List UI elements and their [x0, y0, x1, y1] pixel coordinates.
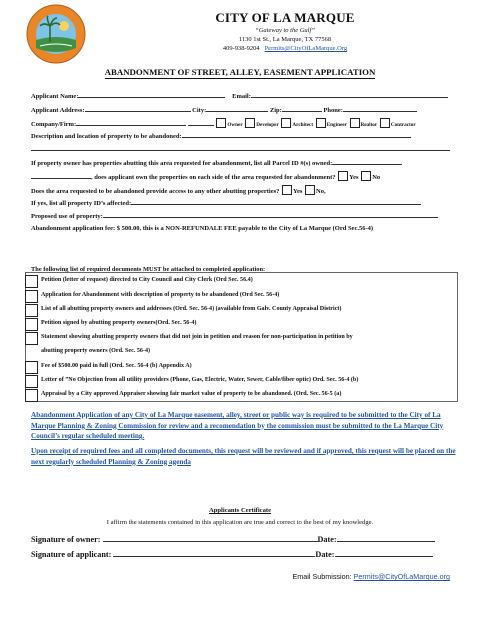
doc-checkbox[interactable]: [25, 304, 38, 317]
description-field-line2[interactable]: [31, 150, 450, 151]
permits-email-link[interactable]: Permits@CityOfLaMarque.Org: [264, 45, 348, 52]
affected-ids-field[interactable]: [131, 198, 421, 205]
own-both-no-checkbox[interactable]: [361, 171, 371, 181]
access-row: Does the area requested to be abandoned provide access to any other abutting properties? Yes No,: [31, 185, 326, 196]
doc-checkbox[interactable]: [25, 375, 38, 388]
parcel-ids-field-cont[interactable]: [31, 172, 91, 179]
documents-heading: The following list of required documents MUST be attached to completed application:: [31, 266, 266, 273]
architect-checkbox[interactable]: [281, 118, 291, 128]
company-field[interactable]: [76, 119, 186, 126]
access-yes-checkbox[interactable]: [282, 185, 292, 195]
city-tagline: “Gateway to the Gulf”: [255, 27, 315, 34]
city-field[interactable]: [206, 105, 268, 112]
doc-item: Fee of $500.00 paid in full (Ord. Sec. 56-4 (b) Appendix A): [25, 360, 456, 374]
description-row: Description and location of property to be abandoned:: [31, 131, 411, 141]
doc-item: List of all abutting property owners and addresses (Ord. Sec. 56-4) (available from Galv. County Appraisal District): [25, 303, 456, 317]
proposed-use-row: Proposed use of property:: [31, 211, 438, 221]
doc-item: Petition (letter of request) directed to City Council and City Clerk (Ord Sec. 56.4): [25, 274, 456, 288]
parcel-ids-field[interactable]: [332, 158, 402, 165]
company-row: Company/Firm: Owner Developer Architect Engineer Realtor Contractor: [31, 118, 416, 129]
access-no-checkbox[interactable]: [305, 185, 315, 195]
owner-checkbox[interactable]: [216, 118, 226, 128]
doc-item: Appraisal by a City approved Appraiser showing fair market value of property to be abandoned. (Ord. Sec. 56-5 (a): [25, 388, 456, 402]
certificate-text: I affirm the statements contained in this application are true and correct to the best of my knowledge.: [106, 519, 374, 526]
submission-email-link[interactable]: Permits@CityOfLaMarque.org: [353, 572, 450, 581]
applicant-name-field[interactable]: [78, 91, 225, 98]
own-both-sides-row: , does applicant own the properties on each side of the area requested for abandonment? Yes No: [31, 171, 380, 182]
proposed-use-field[interactable]: [103, 211, 438, 218]
doc-item: Letter of ”No Objection from all utility providers (Phone, Gas, Electric, Water, Sewer, Cable/fiber optic) Ord. Sec. 56-4 (b): [25, 374, 456, 388]
doc-checkbox[interactable]: [25, 290, 38, 303]
doc-checkbox[interactable]: [25, 389, 38, 402]
email-submission: Email Submission: Permits@CityOfLaMarque.org: [292, 572, 450, 581]
city-name: CITY OF LA MARQUE: [215, 10, 355, 25]
applicant-address-row: Applicant Address: City: Zip: Phone:: [31, 105, 417, 115]
realtor-checkbox[interactable]: [350, 118, 360, 128]
email-field[interactable]: [251, 91, 448, 98]
city-address: 1130 1st St., La Marque, TX 77568: [238, 36, 332, 43]
doc-item-continuation: abutting property owners (Ord. Sec. 56-4): [41, 348, 151, 354]
doc-checkbox[interactable]: [25, 361, 38, 374]
doc-checkbox[interactable]: [25, 275, 38, 288]
doc-item: Statement showing abutting property owners that did not join in petition and reason for non-participation in petition by: [25, 331, 456, 345]
owner-signature-field[interactable]: [103, 533, 318, 542]
doc-item: Petition signed by abutting property owners(Ord. Sec. 56-4): [25, 317, 456, 331]
zip-field[interactable]: [282, 105, 322, 112]
owner-date-field[interactable]: [337, 533, 435, 542]
certificate-title: Applicants Certificate: [208, 507, 272, 514]
affected-ids-row: If yes, list all property ID’s affected:: [31, 198, 421, 208]
doc-checkbox[interactable]: [25, 318, 38, 331]
contractor-checkbox[interactable]: [380, 118, 390, 128]
fee-line: Abandonment application fee: $ 500.00, this is a NON-REFUNDALE FEE payable to the City of La Marque (Ord Sec.56-4): [31, 225, 374, 232]
doc-checkbox[interactable]: [25, 332, 38, 345]
engineer-checkbox[interactable]: [316, 118, 326, 128]
parcel-row: If property owner has properties abutting this area requested for abandonment, list all Parcel ID #(s) owned:: [31, 158, 402, 168]
own-both-yes-checkbox[interactable]: [338, 171, 348, 181]
developer-checkbox[interactable]: [245, 118, 255, 128]
owner-signature-row: Signature of owner: Date:: [31, 533, 435, 544]
address-field[interactable]: [85, 105, 191, 112]
form-title: ABANDONMENT OF STREET, ALLEY, EASEMENT APPLICATION: [104, 67, 376, 77]
applicant-signature-row: Signature of applicant: Date:: [31, 548, 433, 559]
applicant-signature-field[interactable]: [113, 548, 315, 557]
city-phone: 409-938-9204: [222, 45, 260, 52]
description-field[interactable]: [182, 131, 411, 138]
applicant-name-row: Applicant Name: Email:: [31, 91, 448, 101]
applicant-date-field[interactable]: [335, 548, 433, 557]
phone-field[interactable]: [343, 105, 417, 112]
review-notice: Upon receipt of required fees and all completed documents, this request will be reviewed and if approved, this request will be placed on the next regularly scheduled Planning & Zoning agenda: [31, 447, 456, 466]
city-seal-logo: [26, 4, 86, 64]
submission-notice: Abandonment Application of any City of La Marque easement, alley, street or public way is required to be submitted to the City of La Marque Planning & Zoning Commission for review and a recomendation by the commission must be submitted to the La Marque City Council’s regular scheduled meeting.: [31, 411, 444, 440]
doc-item: Application for Abandonment with description of property to be abandoned (Ord Sec. 56-4): [25, 289, 456, 303]
city-contact: [150, 45, 420, 52]
